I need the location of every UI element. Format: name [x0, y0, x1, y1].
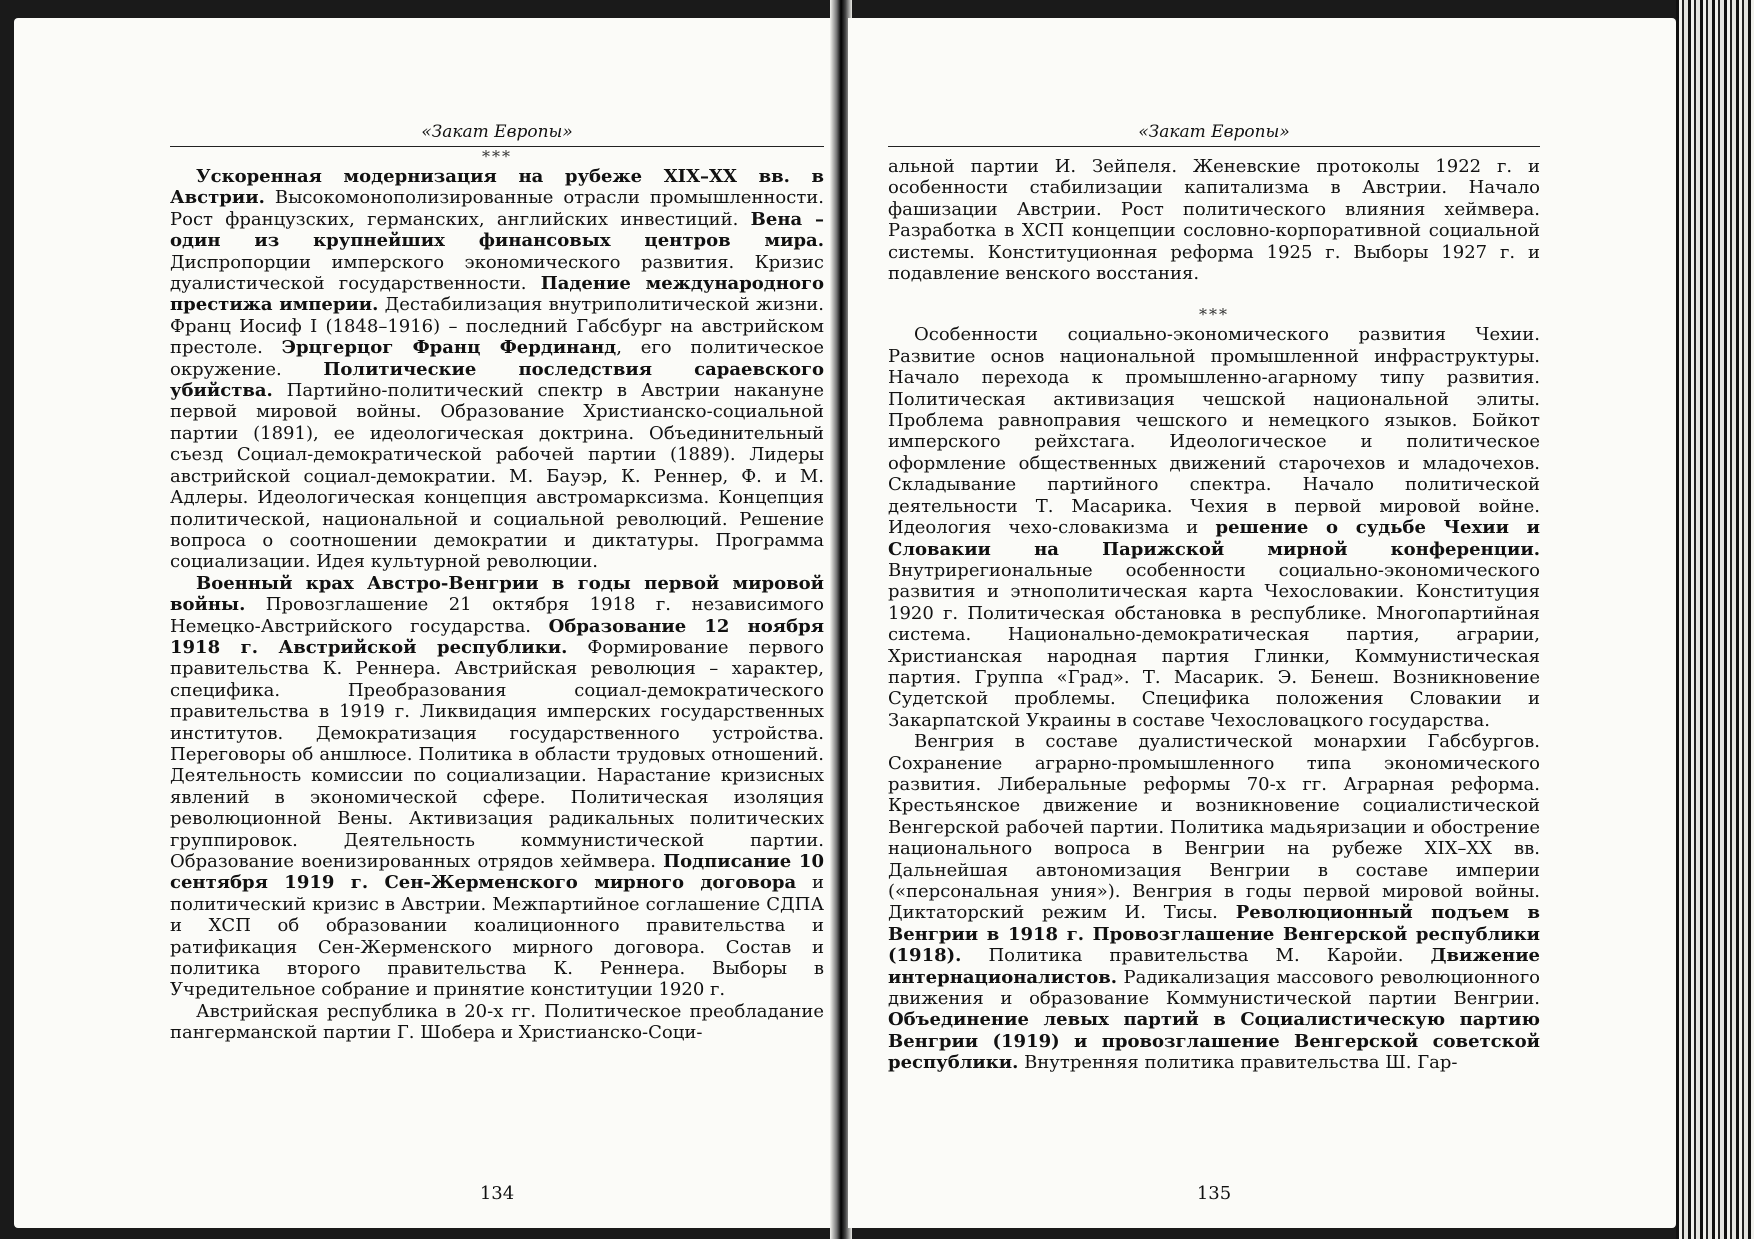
left-page-body [170, 148, 824, 1044]
running-header-text: «Закат Европы» [421, 122, 573, 142]
text-run: , его политическое окружение. [170, 337, 824, 380]
left-page [14, 18, 840, 1228]
text-run: Внутрирегиональные особенности социально-экономического развития и этнополитическая карта Чехословакии. Конституция 1920 г. Политическая обстановка в республике. Многопартийная система. Национально-демократическая партия, аграрии, Христианская народная партия Глинки, Коммунистическая партия. Группа «Град». Т. Масарик. Э. Бенеш. Возникновение Судетской проблемы. Специфика положения Словакии и Закарпатской Украины в составе Чехословацкого государства. [888, 559, 1540, 731]
right-page-body [888, 156, 1540, 1074]
bold-text: Движение интернационалистов. [888, 945, 1540, 988]
text-run: альной партии И. Зейпеля. Женевские протоколы 1922 г. и особенности стабилизации капитализма в Австрии. Начало фашизации Австрии. Рост политического влияния хеймвера. Разработка в ХСП концепции сословно-корпоративной социальной системы. Конституционная реформа 1925 г. Выборы 1927 г. и подавление венского восстания. [888, 156, 1540, 285]
text-run: Провозглашение 21 октября 1918 г. независимого Немецко-Австрийского государства. [170, 594, 824, 637]
running-header [888, 120, 1540, 147]
page-edges [1676, 0, 1754, 1239]
text-run: Партийно-политический спектр в Австрии накануне первой мировой войны. Образование Христианско-социальной партии (1891), ее идеологическая доктрина. Объединительный съезд Социал-демократической рабочей партии (1889). Лидеры австрийской социал-демократии. М. Бауэр, К. Реннер, Ф. и М. Адлеры. Идеологическая концепция австромарксизма. Концепция политической, национальной и социальной революций. Решение вопроса о соотношении демократии и диктатуры. Программа социализации. Идея культурной революции. [170, 380, 824, 573]
right-paragraphs-continued [888, 156, 1540, 284]
running-header [170, 120, 824, 147]
paragraph [170, 573, 824, 1001]
bold-text: Ускоренная модернизация на рубеже XIX–XX вв. в Австрии. [170, 166, 824, 209]
paragraph [170, 1001, 824, 1044]
paragraph [888, 156, 1540, 284]
bold-text: Подписание 10 сентября 1919 г. Сен-Жерменского мирного договора [170, 851, 824, 894]
right-page [848, 18, 1676, 1228]
page-number: 135 [1196, 1183, 1232, 1204]
text-run: Особенности социально-экономического развития Чехии. Развитие основ национальной промышленной инфраструктуры. Начало перехода к промышленно-агарному типу развития. Политическая активизация чешской национальной элиты. Проблема равноправия чешского и немецкого языков. Бойкот имперского рейхстага. Идеологическое и политическое оформление общественных движений старочехов и младочехов. Складывание партийного спектра. Начало политической деятельности Т. Масарика. Чехия в первой мировой войне. Идеология чехо-словакизма и [888, 324, 1540, 539]
bold-text: Эрцгерцог Франц Фердинанд [281, 337, 617, 359]
page-number: 134 [479, 1183, 515, 1204]
bold-text: Образование 12 ноября 1918 г. Австрийской республики. [170, 615, 824, 658]
left-paragraphs [170, 166, 824, 1044]
text-run: Формирование первого правительства К. Реннера. Австрийская революция – характер, специфика. Преобразования социал-демократического правительства в 1919 г. Ликвидация имперских государственных институтов. Демократизация государственного устройства. Переговоры об аншлюсе. Политика в области трудовых отношений. Деятельность комиссии по социализации. Нарастание кризисных явлений в экономической сфере. Политическая изоляция революционной Вены. Активизация радикальных политических группировок. Деятельность коммунистической партии. Образование военизированных отрядов хеймвера. [170, 636, 824, 872]
section-separator: *** [1199, 305, 1229, 325]
text-run: Радикализация массового революционного движения и образование Коммунистической партии Венгрии. [888, 966, 1540, 1010]
bold-text: Вена – один из крупнейших финансовых центров мира. [170, 208, 824, 252]
bold-text: Военный крах Австро-Венгрии в годы первой мировой войны. [170, 572, 824, 616]
spacer [888, 284, 1540, 306]
text-run: Австрийская республика в 20-х гг. Политическое преобладание пангерманской партии Г. Шобера и Христианско-Соци- [170, 1000, 824, 1044]
text-run: и политический кризис в Австрии. Межпартийное соглашение СДПА и ХСП об образовании коалиционного правительства и ратификация Сен-Жерменского мирного договора. Состав и политика второго правительства К. Реннера. Выборы в Учредительное собрание и принятие конституции 1920 г. [170, 872, 825, 1001]
text-run: Высокомонополизированные отрасли промышленности. Рост французских, германских, английских инвестиций. [170, 187, 824, 230]
text-run: Диспропорции имперского экономического развития. Кризис дуалистической государственности. [170, 251, 824, 295]
bold-text: Объединение левых партий в Социалистическую партию Венгрии (1919) и провозглашение Венгерской советской республики. [888, 1009, 1540, 1074]
bold-text: Революционный подъем в Венгрии в 1918 г. Провозглашение Венгерской республики (1918). [888, 902, 1540, 967]
right-paragraphs [888, 324, 1540, 1073]
paragraph [888, 324, 1540, 731]
bold-text: Политические последствия сараевского убийства. [170, 358, 824, 402]
text-run: Дестабилизация внутриполитической жизни. Франц Иосиф I (1848–1916) – последний Габсбург на австрийском престоле. [170, 294, 824, 359]
paragraph [888, 731, 1540, 1074]
bold-text: Падение международного престижа империи. [170, 273, 824, 316]
running-header-text: «Закат Европы» [1138, 122, 1290, 142]
text-run: Политика правительства М. Каройи. [961, 945, 1431, 967]
bold-text: решение о судьбе Чехии и Словакии на Парижской мирной конференции. [888, 517, 1540, 560]
paragraph [170, 166, 824, 573]
text-run: Венгрия в составе дуалистической монархии Габсбургов. Сохранение аграрно-промышленного типа экономического развития. Либеральные реформы 70-х гг. Аграрная реформа. Крестьянское движение и возникновение социалистической Венгерской рабочей партии. Политика мадьяризации и обострение национального вопроса в Венгрии на рубеже XIX–XX вв. Дальнейшая автономизация Венгрии в составе империи («персональная уния»). Венгрия в годы первой мировой войны. Диктаторский режим И. Тисы. [888, 731, 1540, 924]
text-run: Внутренняя политика правительства Ш. Гар- [1018, 1052, 1458, 1074]
section-separator: *** [482, 147, 512, 166]
